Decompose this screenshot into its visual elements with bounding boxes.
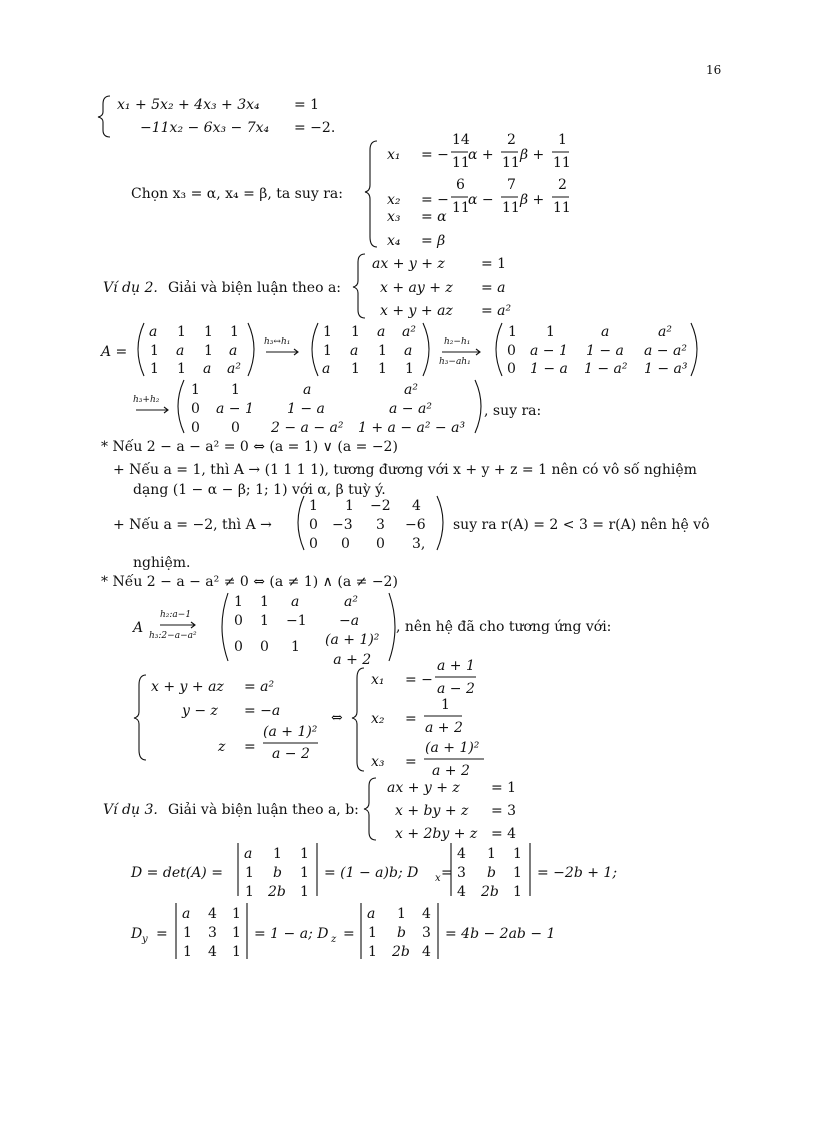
cell: a: [601, 324, 610, 340]
cell: 1 − a: [287, 401, 325, 417]
ex3-eq1-lhs: ax + y + z: [387, 780, 460, 796]
frac-den: 11: [452, 200, 470, 216]
ex3-eq3-rhs: = 4: [491, 826, 517, 842]
cell: 4: [422, 944, 431, 960]
cell: 4: [412, 498, 421, 514]
frac-den: 11: [452, 155, 470, 171]
case1-sub1b: dạng (1 − α − β; 1; 1) với α, β tuỳ ý.: [133, 482, 386, 498]
cell: 1: [323, 324, 332, 340]
choose-r1-t2: β +: [520, 147, 545, 163]
cell: 0: [341, 536, 350, 552]
cell: 2b: [481, 884, 499, 900]
cell: a: [149, 324, 158, 340]
cell: 1: [183, 944, 192, 960]
cell: 1: [260, 594, 269, 610]
cell: 3: [457, 865, 466, 881]
rsys-r3-eq: =: [405, 754, 417, 770]
cell: 1: [309, 498, 318, 514]
frac-den: 11: [553, 155, 571, 171]
cell: 1: [232, 906, 241, 922]
ex3-eq2-rhs: = 3: [491, 803, 517, 819]
cell: 4: [422, 906, 431, 922]
cell: a²: [227, 361, 241, 377]
Dz-eq: =: [343, 926, 355, 942]
cell: 4: [208, 906, 217, 922]
rsys-r3-var: x₃: [371, 754, 385, 770]
cell: 1: [191, 382, 200, 398]
cell: 1: [513, 846, 522, 862]
cell: 1: [300, 865, 309, 881]
frac-num: 1: [441, 697, 450, 713]
cell: 1 − a³: [644, 361, 688, 377]
ex2-eq1-rhs: = 1: [481, 256, 507, 272]
frac-num: 1: [558, 132, 567, 148]
cell: −a: [339, 613, 360, 629]
lsys-r1-lhs: x + y + az: [151, 679, 224, 695]
Dx-eq: =: [441, 865, 453, 881]
choose-r2-eq: = −: [421, 192, 449, 208]
cell: −3: [332, 517, 353, 533]
cell: 1: [245, 865, 254, 881]
Dy-subscript: y: [142, 934, 148, 945]
D-lhs: D = det(A) =: [131, 865, 223, 881]
cell: 1: [378, 361, 387, 377]
cell: 1: [378, 343, 387, 359]
cell: a: [303, 382, 312, 398]
choose-r2-var: x₂: [387, 192, 401, 208]
frac-num: (a + 1)²: [425, 740, 480, 756]
cell: 1: [260, 613, 269, 629]
cell: a: [350, 343, 359, 359]
cell: 0: [234, 639, 243, 655]
cell: 1: [546, 324, 555, 340]
cell: 1: [183, 925, 192, 941]
case1-sub2-tail: suy ra r(A) = 2 < 3 = r(A) nên hệ vô: [453, 517, 710, 533]
case2-tail: , nên hệ đã cho tương ứng với:: [396, 619, 612, 635]
case2-head: * Nếu 2 − a − a² ≠ 0 ⇔ (a ≠ 1) ∧ (a ≠ −2): [101, 574, 398, 590]
ex3-eq3-lhs: x + 2by + z: [395, 826, 478, 842]
cell: a − a²: [644, 343, 687, 359]
cell: 0: [507, 361, 516, 377]
mat1-tail: , suy ra:: [484, 403, 542, 419]
cell: 1: [150, 361, 159, 377]
Dy-eq: =: [156, 926, 168, 942]
cell: a: [182, 906, 191, 922]
cell: 1: [351, 361, 360, 377]
row-op-label: h₂−h₁: [444, 337, 471, 347]
cell: 0: [309, 536, 318, 552]
lsys-r3-var: z: [218, 739, 226, 755]
cell: 1: [291, 639, 300, 655]
cell: 1: [232, 944, 241, 960]
cell: 3: [376, 517, 385, 533]
ex2-eq2-lhs: x + ay + z: [380, 280, 453, 296]
case2-A: A: [133, 620, 144, 636]
cell: 1: [323, 343, 332, 359]
frac-num: 14: [452, 132, 470, 148]
cell: 4: [457, 884, 466, 900]
frac-den: 11: [502, 155, 520, 171]
cell: 1: [234, 594, 243, 610]
lsys-r2-rhs: = −a: [244, 703, 281, 719]
sys1-eq2-lhs: −11x₂ − 6x₃ − 7x₄: [140, 120, 270, 136]
ex3-text: Giải và biện luận theo a, b:: [168, 802, 359, 818]
frac-den: 11: [553, 200, 571, 216]
cell: 3,: [412, 536, 426, 552]
cell: 1 − a: [530, 361, 568, 377]
row-op-label: h₃−ah₁: [439, 357, 471, 367]
cell: 0: [234, 613, 243, 629]
frac-num: 7: [507, 177, 516, 193]
cell: 1: [177, 361, 186, 377]
choose-r1-eq: = −: [421, 147, 449, 163]
rsys-r2-eq: =: [405, 711, 417, 727]
cell: 1 − a²: [584, 361, 628, 377]
row-op-label: h₂:a−1: [160, 610, 192, 620]
choose-r2-t2: β +: [520, 192, 545, 208]
frac-num: (a + 1)²: [325, 632, 380, 648]
cell: 1: [245, 884, 254, 900]
cell: 1 + a − a² − a³: [358, 420, 466, 436]
choose-r4-var: x₄: [387, 233, 401, 249]
choose-r3-var: x₃: [387, 209, 401, 225]
cell: 1: [368, 944, 377, 960]
case1-sub2-end: nghiệm.: [133, 555, 191, 571]
cell: b: [487, 865, 496, 881]
ex3-eq1-rhs: = 1: [491, 780, 517, 796]
cell: 0: [231, 420, 240, 436]
choose-lead: Chọn x₃ = α, x₄ = β, ta suy ra:: [131, 186, 343, 202]
iff-symbol: ⇔: [331, 710, 343, 726]
D-result: = (1 − a)b; D: [324, 865, 419, 881]
cell: b: [397, 925, 406, 941]
cell: 0: [507, 343, 516, 359]
cell: 0: [260, 639, 269, 655]
cell: 1: [204, 324, 213, 340]
frac-num: (a + 1)²: [263, 724, 318, 740]
cell: a: [367, 906, 376, 922]
cell: a − a²: [389, 401, 432, 417]
lsys-r2-lhs: y − z: [182, 703, 218, 719]
cell: 0: [309, 517, 318, 533]
choose-r4-eq: = β: [421, 233, 446, 249]
cell: a: [377, 324, 386, 340]
cell: 1: [405, 361, 414, 377]
cell: 1: [345, 498, 354, 514]
frac-den: a + 2: [432, 763, 470, 779]
cell: 1: [397, 906, 406, 922]
row-op-label: h₃+h₂: [133, 395, 160, 405]
cell: a²: [658, 324, 672, 340]
cell: 3: [422, 925, 431, 941]
case1-sub2-lead: + Nếu a = −2, thì A →: [113, 517, 272, 533]
cell: 1: [368, 925, 377, 941]
choose-r1-t1: α +: [468, 147, 494, 163]
Dy-lhs: D: [131, 926, 143, 942]
cell: 2 − a − a²: [271, 420, 344, 436]
rsys-r1-var: x₁: [371, 672, 385, 688]
ex2-eq2-rhs: = a: [481, 280, 506, 296]
Dz-subscript: z: [331, 934, 337, 945]
choose-r1-var: x₁: [387, 147, 401, 163]
cell: 1: [508, 324, 517, 340]
cell: a²: [402, 324, 416, 340]
cell: 1: [177, 324, 186, 340]
ex2-label: Ví dụ 2.: [103, 280, 158, 296]
row-op-label: h₃:2−a−a²: [149, 631, 197, 641]
frac-num: 2: [507, 132, 516, 148]
frac-num: 6: [456, 177, 465, 193]
cell: 1: [204, 343, 213, 359]
Dy-result: = 1 − a; D: [254, 926, 329, 942]
cell: 0: [191, 420, 200, 436]
cell: 1: [300, 846, 309, 862]
ex3-label: Ví dụ 3.: [103, 802, 158, 818]
cell: a − 1: [216, 401, 254, 417]
cell: 2b: [268, 884, 286, 900]
frac-den: 11: [502, 200, 520, 216]
sys1-eq1-lhs: x₁ + 5x₂ + 4x₃ + 3x₄: [117, 97, 260, 113]
cell: 2b: [392, 944, 410, 960]
ex2-eq1-lhs: ax + y + z: [372, 256, 445, 272]
cell: a²: [404, 382, 418, 398]
case1-sub1a: + Nếu a = 1, thì A → (1 1 1 1), tương đương với x + y + z = 1 nên có vô số nghiệm: [113, 462, 697, 478]
cell: 1: [487, 846, 496, 862]
Dx-subscript: x: [435, 873, 441, 884]
page-number: 16: [706, 63, 722, 77]
cell: 1: [150, 343, 159, 359]
cell: −1: [286, 613, 307, 629]
cell: a: [322, 361, 331, 377]
choose-r3-eq: = α: [421, 209, 447, 225]
cell: 1: [230, 324, 239, 340]
sys1-eq1-rhs: = 1: [294, 97, 320, 113]
cell: 0: [376, 536, 385, 552]
cell: 1: [273, 846, 282, 862]
cell: a: [203, 361, 212, 377]
rsys-r2-var: x₂: [371, 711, 385, 727]
cell: b: [273, 865, 282, 881]
cell: 1: [231, 382, 240, 398]
Dx-result: = −2b + 1;: [537, 865, 618, 881]
mat1-lhs: A =: [101, 344, 128, 360]
choose-r2-t1: α −: [468, 192, 494, 208]
rsys-r1-eq: = −: [405, 672, 433, 688]
cell: 1: [351, 324, 360, 340]
sys1-eq2-rhs: = −2.: [294, 120, 336, 136]
lsys-r3-eq: =: [244, 739, 256, 755]
cell: a²: [344, 594, 358, 610]
cell: a: [229, 343, 238, 359]
cell: a − 1: [530, 343, 568, 359]
cell: 1 − a: [586, 343, 624, 359]
cell: a: [176, 343, 185, 359]
cell: 1: [232, 925, 241, 941]
cell: −2: [370, 498, 391, 514]
frac-den: a − 2: [272, 746, 310, 762]
ex2-eq3-rhs: = a²: [481, 303, 512, 319]
cell: 1: [513, 884, 522, 900]
Dz-result: = 4b − 2ab − 1: [445, 926, 556, 942]
frac-den: a + 2: [425, 720, 463, 736]
cell: 3: [208, 925, 217, 941]
lsys-r1-rhs: = a²: [244, 679, 275, 695]
cell: a: [404, 343, 413, 359]
cell: a: [244, 846, 253, 862]
frac-num: a + 1: [437, 658, 475, 674]
ex2-text: Giải và biện luận theo a:: [168, 280, 342, 296]
frac-num: 2: [558, 177, 567, 193]
cell: 4: [457, 846, 466, 862]
cell: 1: [513, 865, 522, 881]
row-op-label: h₃↔h₁: [264, 337, 291, 347]
frac-den: a − 2: [437, 681, 475, 697]
ex2-eq3-lhs: x + y + az: [380, 303, 453, 319]
cell: 4: [208, 944, 217, 960]
case1-head: * Nếu 2 − a − a² = 0 ⇔ (a = 1) ∨ (a = −2): [101, 439, 398, 455]
cell: 0: [191, 401, 200, 417]
ex3-eq2-lhs: x + by + z: [395, 803, 469, 819]
cell: a: [291, 594, 300, 610]
cell: 1: [300, 884, 309, 900]
frac-den: a + 2: [333, 652, 372, 668]
cell: −6: [405, 517, 426, 533]
